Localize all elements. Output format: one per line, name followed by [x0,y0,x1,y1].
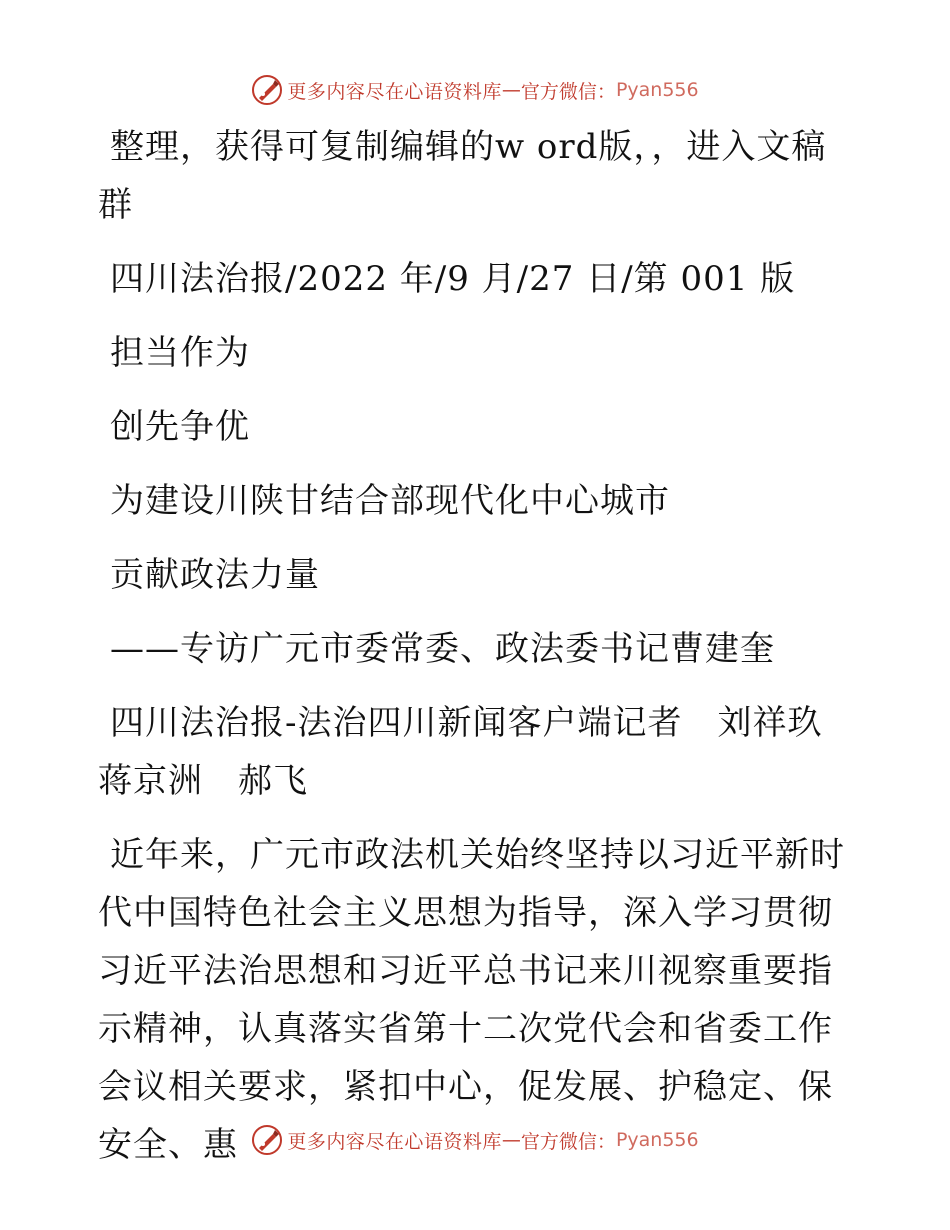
intro-paragraph: 整理，获得可复制编辑的w ord版，，进入文稿群 [98,127,827,225]
headline-line-2: 创先争优 [110,407,250,447]
banner-wechat-label: 官方微信： [520,1130,616,1153]
banner-text: 更多内容尽在心语资料库 [287,1130,502,1153]
pen-logo-icon [251,74,283,106]
banner-separator: — [501,79,521,101]
headline-line-1: 担当作为 [110,333,250,373]
banner-wechat-id: Pyan556 [615,1129,699,1151]
footer-watermark-banner [0,1120,950,1160]
subtitle: ——专访广元市委常委、政法委书记曹建奎 [110,629,775,669]
pen-logo-icon [251,1124,283,1156]
source-line: 四川法治报/2022 年/9 月/27 日/第 001 版 [110,259,796,299]
banner-wechat-label: 官方微信： [520,80,616,103]
banner-text: 更多内容尽在心语资料库 [287,80,502,103]
body-paragraph: 近年来，广元市政法机关始终坚持以习近平新时代中国特色社会主义思想为指导，深入学习贯彻习近平法治思想和习近平总书记来川视察重要指示精神，认真落实省第十二次党代会和省委工作会议相关要求，紧扣中心，促发展、护稳定、保安全、惠 [98,835,845,1165]
byline: 四川法治报-法治四川新闻客户端记者 刘祥玖 蒋京洲 郝飞 [98,703,858,801]
banner-wechat-id: Pyan556 [615,79,699,101]
headline-line-3: 为建设川陕甘结合部现代化中心城市 [110,481,670,521]
banner-separator: — [501,1129,521,1151]
document-body [98,118,858,1190]
headline-line-4: 贡献政法力量 [110,555,320,595]
header-watermark-banner [0,70,950,110]
